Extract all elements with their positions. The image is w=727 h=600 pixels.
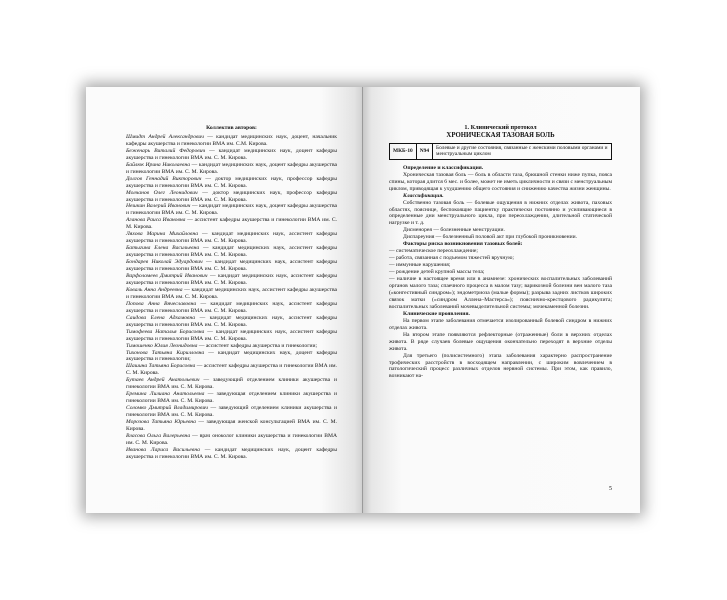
author-name: Байлюк Ирина Николаевна [126,161,191,168]
author-name: Долгов Геннадий Викторович [126,175,202,182]
author-description: — доктор медицинских наук, профессор кафедры акушерства и гинекологии ВМА им. С. М. Кирова. [126,189,337,203]
author-entry [126,391,337,405]
author-description: — кандидат медицинских наук, ассистент кафедры акушерства и гинекологии ВМА им. С. М. Кирова. [126,286,337,300]
protocol-title: ХРОНИЧЕСКАЯ ТАЗОВАЯ БОЛЬ [446,132,555,139]
author-entry [126,405,337,419]
author-name: Попова Анна Вячеславовна [126,300,197,307]
author-description: — кандидат медицинских наук, ассистент кафедры акушерства и гинекологии ВМА им. С. М. Кирова. [126,273,337,286]
author-name: Варфоломеев Дмитрий Иванович [126,273,208,280]
author-entry [126,343,337,350]
author-description: — врач оноколог клиники акушерства и гинекологии ВМА им. С. М. Кирова. [126,432,337,446]
risk-factors-heading: Факторы риска возникновения тазовых болей: [403,241,523,248]
left-page [86,87,363,513]
author-name: Нешкин Валерий Иванович [126,203,191,210]
icd-code: N94 [416,144,432,160]
risk-factor-item: — иммунные нарушения; [389,262,451,269]
author-entry [126,350,337,364]
author-entry [126,217,337,231]
author-description: — кандидат медицинских наук, ассистент кафедры акушерства и гинекологии ВМА им. С. М. Кирова. [126,259,337,273]
author-description: — заведующая отделением клиники акушерства и гинекологии ВМА им. С. М. Кирова. [126,391,338,405]
author-name: Батыгина Елена Васильевна [126,245,200,252]
author-name: Еремина Лилиана Анатольевна [126,391,205,398]
author-name: Аганова Раиса Ивановна [126,217,186,224]
dysmenorrhea-paragraph: Дисменорея — болезненные менструации. [403,227,505,234]
clinical-paragraph: Для третьего (полисистемного) этапа заболевания характерно распространение трофических расстройств в восходящем направлении, с широким вовлечением в патологический процесс различных отделов нервной системы. При этом, как правило, возникают на- [389,352,612,380]
author-entry [126,148,337,162]
author-description: — заведующий отделением клиники акушерства и гинекологии ВМА им. С. М. Кирова. [126,405,337,419]
author-entry [126,231,337,245]
author-description: — кандидат медицинских наук, доцент кафедры акушерства и гинекологии; [126,349,337,363]
classification-heading: Классификация. [403,192,444,199]
author-description: — ассистент кафедры акушерства и гинекологии ВМА им. С. М. Кирова. [126,363,337,377]
author-name: Беженарь Виталий Федорович [126,147,206,154]
authors-heading: Коллектив авторов: [206,125,257,131]
author-description: — заведующая женской консультацией ВМА им. С. М. Кирова. [126,419,337,432]
author-description: — кандидат медицинских наук, доцент кафедры акушерства и гинекологии ВМА им. С. М. Кирова. [126,161,337,175]
icd-table [389,143,612,160]
author-entry [126,245,337,259]
author-entry [126,190,337,204]
author-entry [126,363,337,377]
author-entry [126,134,337,148]
author-name: Бондарев Николай Эдуардович [126,259,203,266]
clinical-paragraphs [389,318,612,381]
author-entry [126,273,337,287]
definition-heading: Определение и классификация. [403,164,484,171]
author-description: — кандидат медицинских наук, ассистент кафедры акушерства и гинекологии ВМА им. С. М. Кирова. [126,245,337,259]
author-description: — ассистент кафедры акушерства и гинекологии ВМА им. С. М. Кирова. [126,217,337,231]
author-name: Морозова Татьяна Юрьевна [126,419,196,426]
author-description: — кандидат медицинских наук, доцент кафедры акушерства и гинекологии ВМА им. С. М. Кирова. [126,203,337,217]
author-description: — заведующий отделением клиники акушерства и гинекологии ВМА им. С. М. Кирова. [126,377,337,391]
page-number: 5 [609,486,612,493]
icd-description: Болевые и другие состояния, связанные с женскими половыми органами и менструальным циклом [433,144,612,160]
dyspareunia-paragraph: Диспареуния — болезненный половой акт при глубокой проникновении. [403,234,577,241]
author-name: Шмидт Андрей Александрович [126,133,204,140]
author-description: — кандидат медицинских наук, ассистент кафедры акушерства и гинекологии ВМА им. С. М. Кирова. [126,328,337,342]
icd-label: МКБ-10 [390,144,417,160]
protocol-heading: 1. Клинический протокол [464,124,537,131]
author-entry [126,203,337,217]
author-name: Шашина Татьяна Борисовна [126,363,196,370]
clinical-paragraph: На втором этапе появляются рефлекторные (отраженные) боли в верхних отделах живота. В ряде случаев болевые ощущения окончательно переходят в верхние отделы живота. [389,331,612,352]
risk-factor-item: — систематическое переохлаждение; [389,248,478,255]
author-name: Молчанов Олег Леонидович [126,189,198,196]
author-name: Тимофеева Наталья Борисовна [126,328,205,335]
author-name: Ляхова Марина Михайловна [126,231,199,238]
author-entry [126,176,337,190]
author-description: — кандидат медицинских наук, ассистент кафедры акушерства и гинекологии ВМА им. С. М. Кирова. [126,231,337,245]
risk-factor-item: — рождение детей крупной массы тела; [389,269,485,276]
author-description: — кандидат медицинских наук, ассистент кафедры акушерства и гинекологии ВМА им. С. М. Кирова. [126,300,337,314]
clinical-paragraph: На первом этапе заболевания отмечается изолированный болевой синдром в нижних отделах живота. [389,317,612,331]
author-description: — ассистент кафедры акушерства и гинекологии; [197,342,318,349]
open-book [86,87,640,513]
author-name: Тихонова Татьяна Кирилловна [126,349,205,356]
clinical-heading: Клинические проявления. [403,310,470,317]
authors-list [126,134,337,461]
author-description: — кандидат медицинских наук, доцент, начальник кафедры акушерства и гинекологии ВМА им. С.М. Кирова. [126,133,337,147]
author-entry [126,447,337,461]
risk-factor-item: — работа, связанная с подъемом тяжестей вручную; [389,255,514,262]
risk-factors-list [389,248,612,311]
author-name: Власова Ольга Валерьевна [126,432,191,439]
author-name: Бутаев Андрей Анатольевич [126,377,200,384]
author-entry [126,377,337,391]
author-entry [126,329,337,343]
author-entry [126,259,337,273]
author-description: — кандидат медицинских наук, доцент кафедры акушерства и гинекологии ВМА им. С. М. Кирова. [126,446,337,460]
risk-factor-item: — наличие в настоящее время или в анамнезе: хронических воспалительных заболеваний органов малого таза; спаечного процесса в малом тазу; варикозной болезни вен малого таза («конгестивный синдром»); эндометриоза (малые формы); разрыва задних листков широких связок матки («синдром Аллена–Мастерса»); пояснично-крестцового радикулита; воспалительных заболеваний мочевыделительной системы; мочекаменной болезни. [389,276,612,310]
classification-paragraph: Собственно тазовая боль — болевые ощущения в нижних отделах живота, паховых областях, пояснице, беспокоящие пациентку практически постоянно и усиливающиеся в определенные дни менструального цикла, при переохлаждении, длительной статической нагрузке и т. д. [389,199,612,227]
author-name: Тимошенко Юлия Леонидовна [126,342,198,349]
author-description: — кандидат медицинских наук, доцент кафедры акушерства и гинекологии ВМА им. С. М. Кирова. [126,147,337,161]
author-description: — кандидат медицинских наук, ассистент кафедры акушерства и гинекологии ВМА им. С. М. Кирова. [126,314,337,328]
definition-paragraph: Хроническая тазовая боль — боль в области таза, брюшной стенки ниже пупка, пояса спины, которая длится 6 мес. и более, может не иметь цикличности и связи с менструальным циклом, приводящая к ухудшению общего состояния и снижению качества жизни женщины. [389,171,612,192]
author-entry [126,315,337,329]
author-description: — доктор медицинских наук, профессор кафедры акушерства и гинекологии ВМА им. С. М. Кирова. [126,175,338,189]
author-entry [126,433,337,447]
author-name: Саидова Елена Адхамовна [126,314,196,321]
author-entry [126,162,337,176]
author-name: Иванова Лариса Васильевна [126,446,200,453]
author-name: Соломко Дмитрий Владимирович [126,405,208,412]
author-entry [126,287,337,301]
author-name: Коваль Анна Андреевна [126,286,183,293]
author-entry [126,419,337,433]
author-entry [126,301,337,315]
right-page [363,87,640,513]
